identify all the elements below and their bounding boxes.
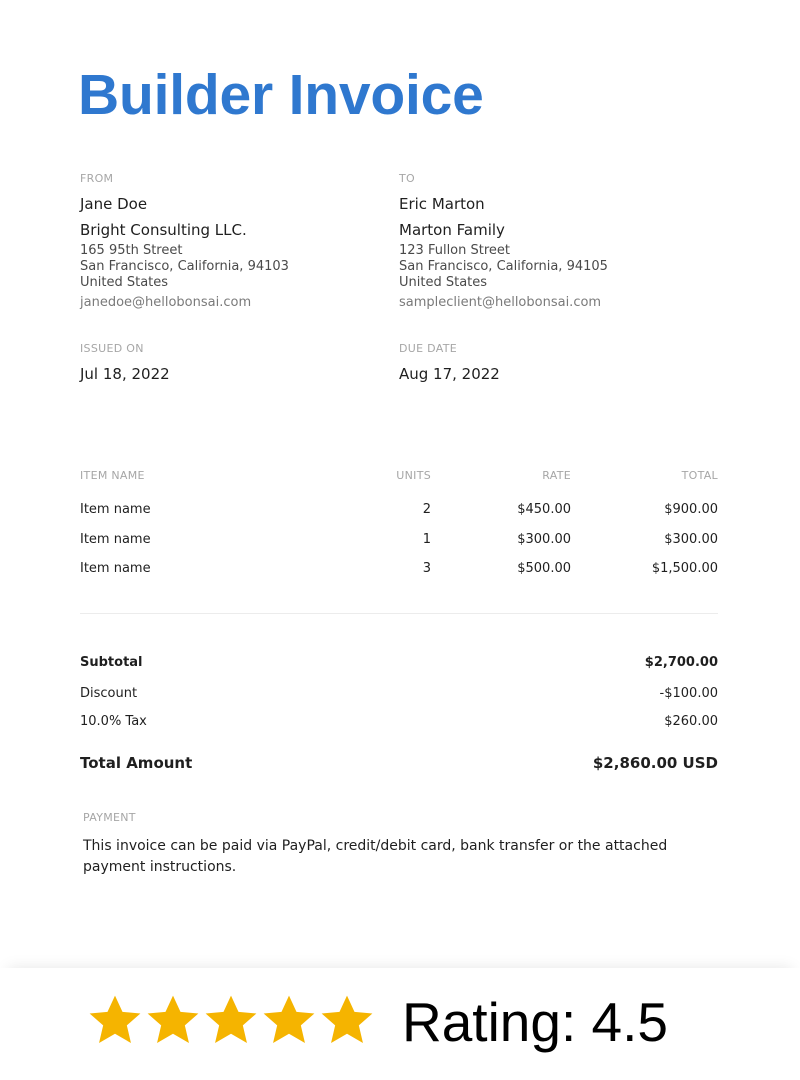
to-name: Eric Marton — [399, 195, 485, 213]
discount-row — [80, 684, 718, 706]
due-date: Aug 17, 2022 — [399, 365, 500, 383]
star-icon — [318, 992, 376, 1050]
table-row — [80, 559, 718, 579]
star-icon — [202, 992, 260, 1050]
rate-cell: $500.00 — [517, 561, 571, 576]
subtotal-value: $2,700.00 — [644, 655, 718, 670]
column-header-units: UNITS — [396, 469, 431, 482]
total-cell: $300.00 — [664, 532, 718, 547]
to-address-line2: San Francisco, California, 94105 — [399, 259, 608, 274]
tax-value: $260.00 — [664, 714, 718, 729]
item-name-cell: Item name — [80, 532, 151, 547]
column-header-rate: RATE — [542, 469, 571, 482]
total-amount-label: Total Amount — [80, 754, 193, 772]
column-header-item-name: ITEM NAME — [80, 469, 145, 482]
tax-row — [80, 712, 718, 734]
to-email: sampleclient@hellobonsai.com — [399, 295, 602, 310]
from-country: United States — [80, 275, 169, 290]
subtotal-row — [80, 653, 718, 675]
tax-label: 10.0% Tax — [80, 714, 147, 729]
discount-value: -$100.00 — [659, 686, 718, 701]
due-date-label: DUE DATE — [399, 342, 457, 355]
rate-cell: $450.00 — [517, 502, 571, 517]
total-cell: $900.00 — [664, 502, 718, 517]
payment-label: PAYMENT — [83, 811, 136, 824]
total-amount-value: $2,860.00 USD — [592, 754, 718, 772]
to-label: TO — [399, 172, 415, 185]
column-header-total: TOTAL — [681, 469, 718, 482]
issued-on-date: Jul 18, 2022 — [80, 365, 170, 383]
from-name: Jane Doe — [80, 195, 148, 213]
to-address-line1: 123 Fullon Street — [399, 243, 511, 258]
from-label: FROM — [80, 172, 114, 185]
to-country: United States — [399, 275, 488, 290]
table-divider — [80, 613, 718, 614]
rating-text: Rating: 4.5 — [402, 991, 669, 1053]
to-company: Marton Family — [399, 221, 505, 239]
from-address-line1: 165 95th Street — [80, 243, 183, 258]
rating-bar — [0, 968, 800, 1080]
item-name-cell: Item name — [80, 561, 151, 576]
from-address-line2: San Francisco, California, 94103 — [80, 259, 289, 274]
units-cell: 1 — [422, 532, 431, 547]
table-row — [80, 530, 718, 550]
invoice-title: Builder Invoice — [78, 63, 484, 127]
total-amount-row — [80, 752, 718, 774]
from-email: janedoe@hellobonsai.com — [80, 295, 252, 310]
item-name-cell: Item name — [80, 502, 151, 517]
rate-cell: $300.00 — [517, 532, 571, 547]
star-rating — [86, 992, 376, 1052]
units-cell: 2 — [422, 502, 431, 517]
issued-on-label: ISSUED ON — [80, 342, 144, 355]
star-icon — [144, 992, 202, 1050]
star-icon — [86, 992, 144, 1050]
table-row — [80, 500, 718, 520]
payment-instructions: This invoice can be paid via PayPal, credit/debit card, bank transfer or the attached payment instructions. — [83, 838, 668, 875]
discount-label: Discount — [80, 686, 138, 701]
subtotal-label: Subtotal — [80, 655, 143, 670]
units-cell: 3 — [422, 561, 431, 576]
total-cell: $1,500.00 — [651, 561, 718, 576]
from-company: Bright Consulting LLC. — [80, 221, 247, 239]
star-icon — [260, 992, 318, 1050]
